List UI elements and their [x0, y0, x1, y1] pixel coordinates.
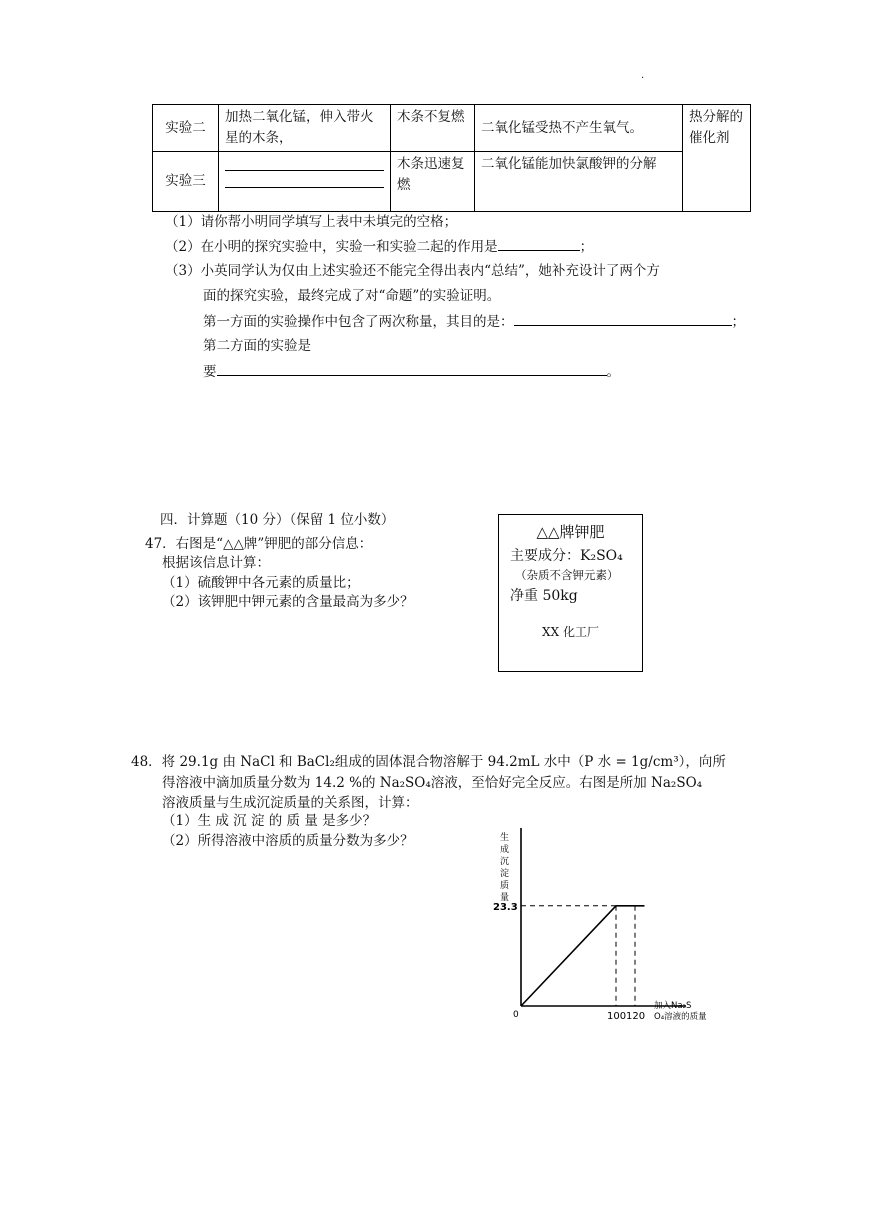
row-name-cell: 实验二 — [153, 105, 219, 152]
answer-blank[interactable] — [514, 311, 732, 326]
y-axis-label: 生成沉淀质量 — [500, 833, 510, 903]
section-4-heading: 四．计算题（10 分）（保留 1 位小数） — [160, 512, 395, 528]
label-note: （杂质不含钾元素） — [515, 568, 619, 582]
q47-line2: 根据该信息计算： — [162, 555, 270, 571]
x-tick-label: 100 — [607, 1011, 627, 1022]
q48-line5: （2）所得溶液中溶质的质量分数为多少？ — [162, 833, 414, 849]
label-title: △△牌钾肥 — [536, 523, 605, 541]
x-axis-label: 加入Na₂S O₄溶液的质量 — [654, 1001, 707, 1022]
q47-line3: （1）硫酸钾中各元素的质量比； — [162, 575, 360, 591]
question-3-line5-end: 。 — [606, 364, 620, 380]
label-maker: XX 化工厂 — [542, 625, 599, 639]
q48-line2: 得溶液中滴加质量分数为 14.2 %的 Na₂SO₄溶液，至恰好完全反应。右图是所加 Na₂SO₄ — [162, 775, 703, 791]
question-3-line2: 面的探究实验，最终完成了对“命题”的实验证明。 — [203, 288, 501, 304]
q48-line1: 48．将 29.1g 由 NaCl 和 BaCl₂组成的固体混合物溶解于 94.2mL 水中（P 水 = 1g/cm³），向所 — [131, 754, 726, 770]
question-3-line4: 第二方面的实验是 — [203, 338, 311, 354]
label-weight: 净重 50kg — [510, 588, 578, 604]
question-3-line5-text: 要 — [203, 364, 217, 380]
question-2-text: （2）在小明的探究实验中，实验一和实验二起的作用是 — [165, 239, 498, 255]
row-name-cell: 实验三 — [153, 152, 219, 212]
data-line — [521, 906, 645, 1006]
origin-label: 0 — [513, 1010, 519, 1020]
answer-blank[interactable] — [217, 361, 607, 376]
question-1: （1）请你帮小明同学填写上表中未填完的空格； — [165, 214, 458, 230]
question-2-end: ； — [579, 239, 594, 255]
question-3-line1: （3）小英同学认为仅由上述实验还不能完全得出表内“总结”，她补充设计了两个方 — [165, 263, 660, 279]
precipitate-chart — [486, 812, 716, 1037]
fertilizer-label — [498, 514, 643, 672]
table-row — [153, 152, 751, 212]
question-3-line3-end: ； — [731, 314, 745, 330]
answer-blank[interactable] — [498, 236, 580, 251]
answer-blank[interactable] — [225, 160, 384, 171]
conclusion-cell: 二氧化锰能加快氯酸钾的分解 — [475, 152, 683, 212]
phenomenon-cell: 木条不复燃 — [391, 105, 475, 152]
conclusion-cell: 二氧化锰受热不产生氧气。 — [475, 105, 683, 152]
q48-line3: 溶液质量与生成沉淀质量的关系图，计算： — [162, 795, 419, 811]
experiment-table — [152, 104, 751, 212]
corner-mark: . — [641, 70, 645, 81]
operation-blank-cell[interactable] — [219, 152, 391, 212]
x-tick-label: 120 — [626, 1011, 646, 1022]
q48-line4: （1）生 成 沉 淀 的 质 量 是多少？ — [162, 813, 377, 829]
question-3-line5 — [203, 361, 620, 382]
table-row — [153, 105, 751, 152]
answer-blank[interactable] — [225, 177, 384, 188]
phenomenon-cell: 木条迅速复 燃 — [391, 152, 475, 212]
question-2 — [165, 236, 593, 257]
q47-line1: 47．右图是“△△牌”钾肥的部分信息： — [145, 536, 373, 552]
q47-line4: （2）该钾肥中钾元素的含量最高为多少？ — [162, 594, 414, 610]
label-component: 主要成分：K₂SO₄ — [510, 548, 623, 564]
question-3-line3-text: 第一方面的实验操作中包含了两次称量，其目的是： — [203, 314, 514, 330]
summary-cell: 热分解的催化剂 — [683, 105, 751, 212]
y-tick-label: 23.3 — [493, 901, 518, 913]
question-3-line3 — [203, 311, 745, 332]
operation-cell: 加热二氧化锰，伸入带火星的木条， — [219, 105, 391, 152]
